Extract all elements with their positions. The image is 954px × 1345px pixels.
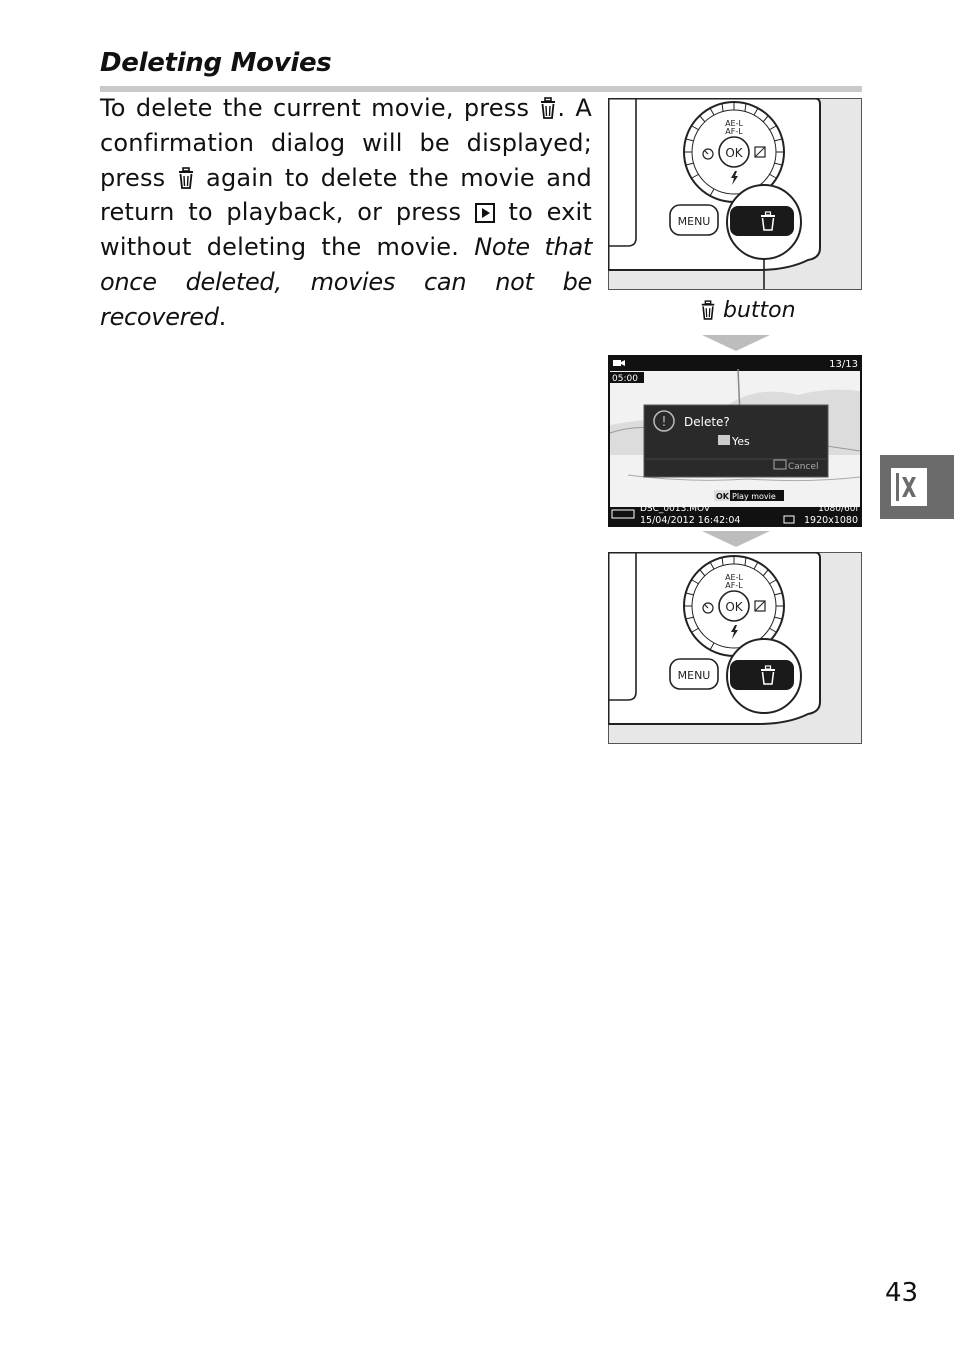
ae-l-label: AE-L (725, 119, 743, 128)
svg-text:!: ! (661, 415, 667, 430)
body-text-part1: To delete the current movie, press (100, 94, 530, 122)
delete-dialog (644, 405, 828, 477)
ok-label: OK (725, 146, 743, 160)
ok-badge: OK (716, 492, 729, 501)
movie-duration: 05:00 (612, 374, 638, 384)
delete-button[interactable] (730, 206, 794, 236)
playback-icon (475, 203, 495, 223)
menu-label: MENU (677, 669, 711, 682)
body-text-part3: again to delete the movie and return to playback, or press (100, 163, 592, 227)
ok-label: OK (725, 600, 743, 614)
movie-icon (613, 360, 625, 366)
trash-icon (700, 300, 716, 320)
body-text (100, 91, 592, 335)
page-number: 43 (885, 1278, 919, 1308)
body-text-note: Note that once deleted, movies can not be recovered (100, 233, 592, 331)
frame-size: 1920x1080 (804, 515, 858, 526)
movie-camera-icon (880, 455, 954, 519)
delete-button[interactable] (730, 660, 794, 690)
trash-icon (177, 167, 195, 189)
frame-counter: 13/13 (829, 359, 858, 370)
down-arrow (702, 531, 770, 547)
dialog-title: Delete? (684, 415, 730, 429)
figure-caption (700, 298, 796, 323)
section-title: Deleting Movies (100, 48, 332, 78)
menu-button[interactable] (670, 659, 718, 689)
date-time: 15/04/2012 16:42:04 (640, 515, 741, 526)
menu-button[interactable] (670, 205, 718, 235)
lcd-screen-figure (608, 355, 862, 527)
chapter-tab (880, 455, 954, 519)
filename: DSC_0013.MOV (640, 504, 711, 514)
trash-icon (718, 435, 730, 445)
camera-back-figure-2 (608, 552, 862, 744)
dialog-yes[interactable]: Yes (732, 435, 750, 448)
menu-label: MENU (677, 215, 711, 228)
trash-icon (539, 97, 557, 119)
play-movie-label: Play movie (732, 492, 776, 501)
caption-text: button (723, 298, 796, 323)
dialog-cancel[interactable]: Cancel (788, 462, 819, 472)
camera-back-figure-1 (608, 98, 862, 290)
body-text-part2: . A confirmation dialog will be displayed; press (100, 94, 592, 192)
af-l-label: AF-L (725, 581, 743, 590)
body-text-note-end: . (218, 302, 227, 331)
af-l-label: AF-L (725, 127, 743, 136)
resolution-rate: 1080/60i (818, 504, 858, 514)
down-arrow (702, 335, 770, 351)
body-text-part4: to exit without deleting the movie. (100, 198, 592, 262)
ae-l-label: AE-L (725, 573, 743, 582)
